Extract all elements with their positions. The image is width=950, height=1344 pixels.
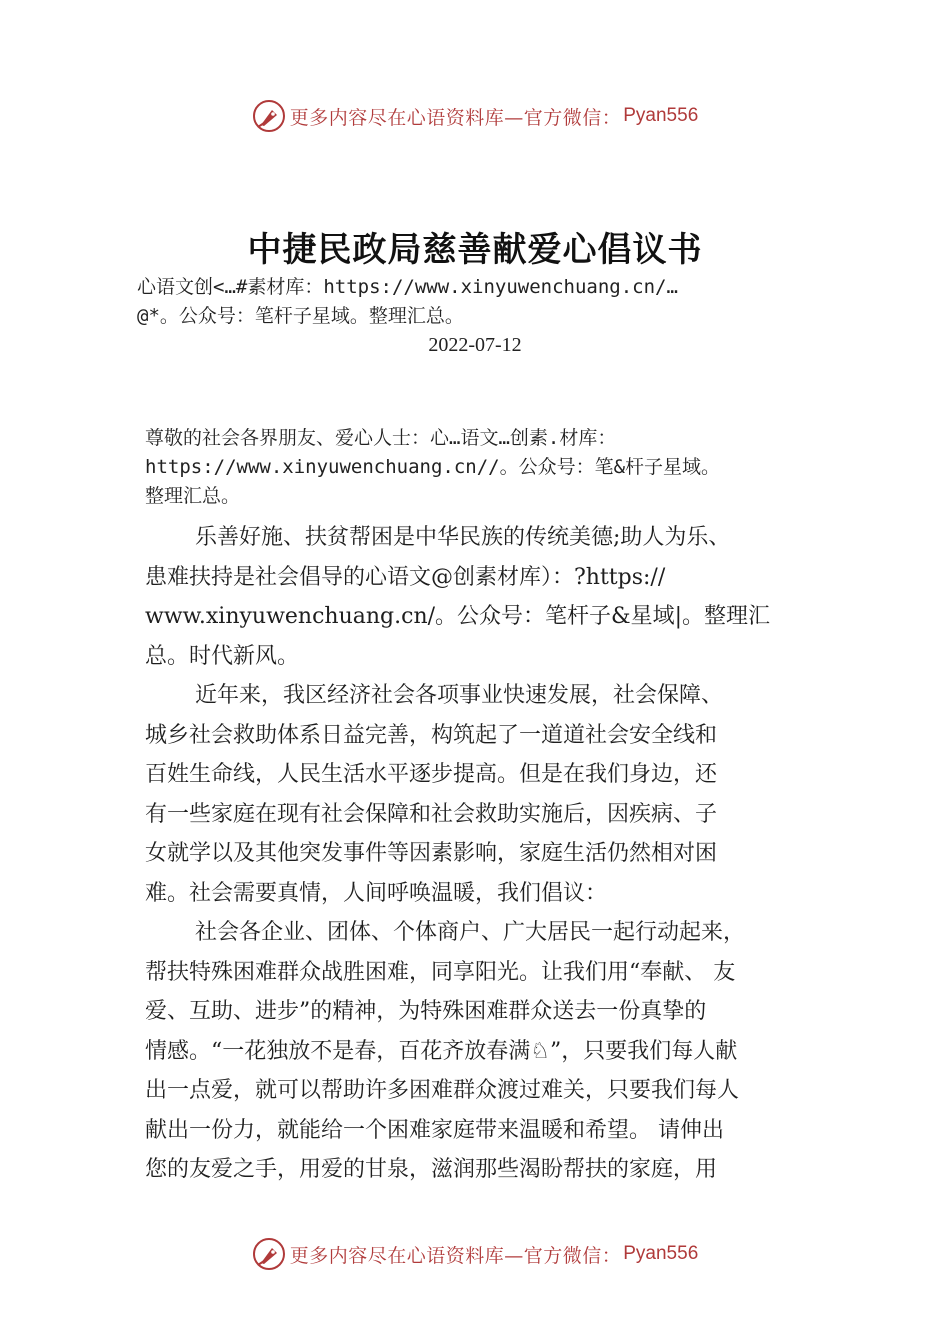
- pen-nib-icon: [252, 99, 286, 133]
- document-date: 2022-07-12: [428, 334, 522, 356]
- body-line: 爱、互助、进步”的精神，为特殊困难群众送去一份真挚的: [145, 999, 707, 1024]
- body-line: 献出一份力，就能给一个困难家庭带来温暖和希望。 请伸出: [145, 1117, 724, 1143]
- body-line: 城乡社会救助体系日益完善，构筑起了一道道社会安全线和: [145, 722, 718, 748]
- body-line: 近年来，我区经济社会各项事业快速发展，社会保障、: [195, 683, 724, 708]
- body-line: www.xinyuwenchuang.cn/。公众号：笔杆子&星域|。整理汇: [145, 604, 771, 629]
- greeting-line: https://www.xinyuwenchuang.cn//。公众号：笔&杆子星域。: [145, 456, 721, 478]
- body-text: [145, 518, 825, 1190]
- greeting-line: 尊敬的社会各界朋友、爱心人士：心…语文…创素.材库：: [145, 427, 617, 449]
- body-line: 有一些家庭在现有社会保障和社会救助实施后，因疾病、子: [145, 801, 718, 827]
- body-line: 乐善好施、扶贫帮困是中华民族的传统美德;助人为乐、: [195, 525, 731, 550]
- greeting-line: 整理汇总。: [145, 485, 241, 507]
- body-line: 女就学以及其他突发事件等因素影响，家庭生活仍然相对困: [145, 841, 718, 866]
- banner-text: 更多内容尽在心语资料库—官方微信：: [289, 106, 622, 129]
- body-line: 患难扶持是社会倡导的心语文@创素材库）：?https://: [145, 564, 666, 590]
- pen-nib-icon: [252, 1237, 286, 1271]
- body-line: 百姓生命线，人民生活水平逐步提高。但是在我们身边，还: [145, 762, 718, 787]
- banner-wechat-id: Pyan556: [623, 105, 699, 126]
- banner-text: 更多内容尽在心语资料库—官方微信：: [289, 1244, 622, 1267]
- body-line: 帮扶特殊困难群众战胜困难，同享阳光。让我们用“奉献、 友: [145, 959, 736, 985]
- source-line-1: 心语文创<…#素材库：https://www.xinyuwenchuang.cn/…: [137, 276, 678, 298]
- document-title: 中捷民政局慈善献爱心倡议书: [247, 230, 703, 270]
- source-line-2: @*。公众号：笔杆子星域。整理汇总。: [137, 305, 464, 327]
- footer-banner: [0, 1234, 950, 1274]
- body-line: 情感。“一花独放不是春，百花齐放春满♘”，只要我们每人献: [145, 1038, 738, 1064]
- greeting: [145, 424, 835, 511]
- body-line: 难。社会需要真情，人间呼唤温暖，我们倡议：: [145, 880, 608, 906]
- banner-wechat-id: Pyan556: [623, 1243, 699, 1264]
- body-line: 社会各企业、团体、个体商户、广大居民一起行动起来，: [195, 920, 746, 945]
- body-line: 总。时代新风。: [145, 643, 300, 669]
- body-line: 您的友爱之手，用爱的甘泉，滋润那些渴盼帮扶的家庭，用: [145, 1157, 718, 1182]
- body-line: 出一点爱，就可以帮助许多困难群众渡过难关，只要我们每人: [145, 1078, 740, 1103]
- header-banner: [0, 96, 950, 136]
